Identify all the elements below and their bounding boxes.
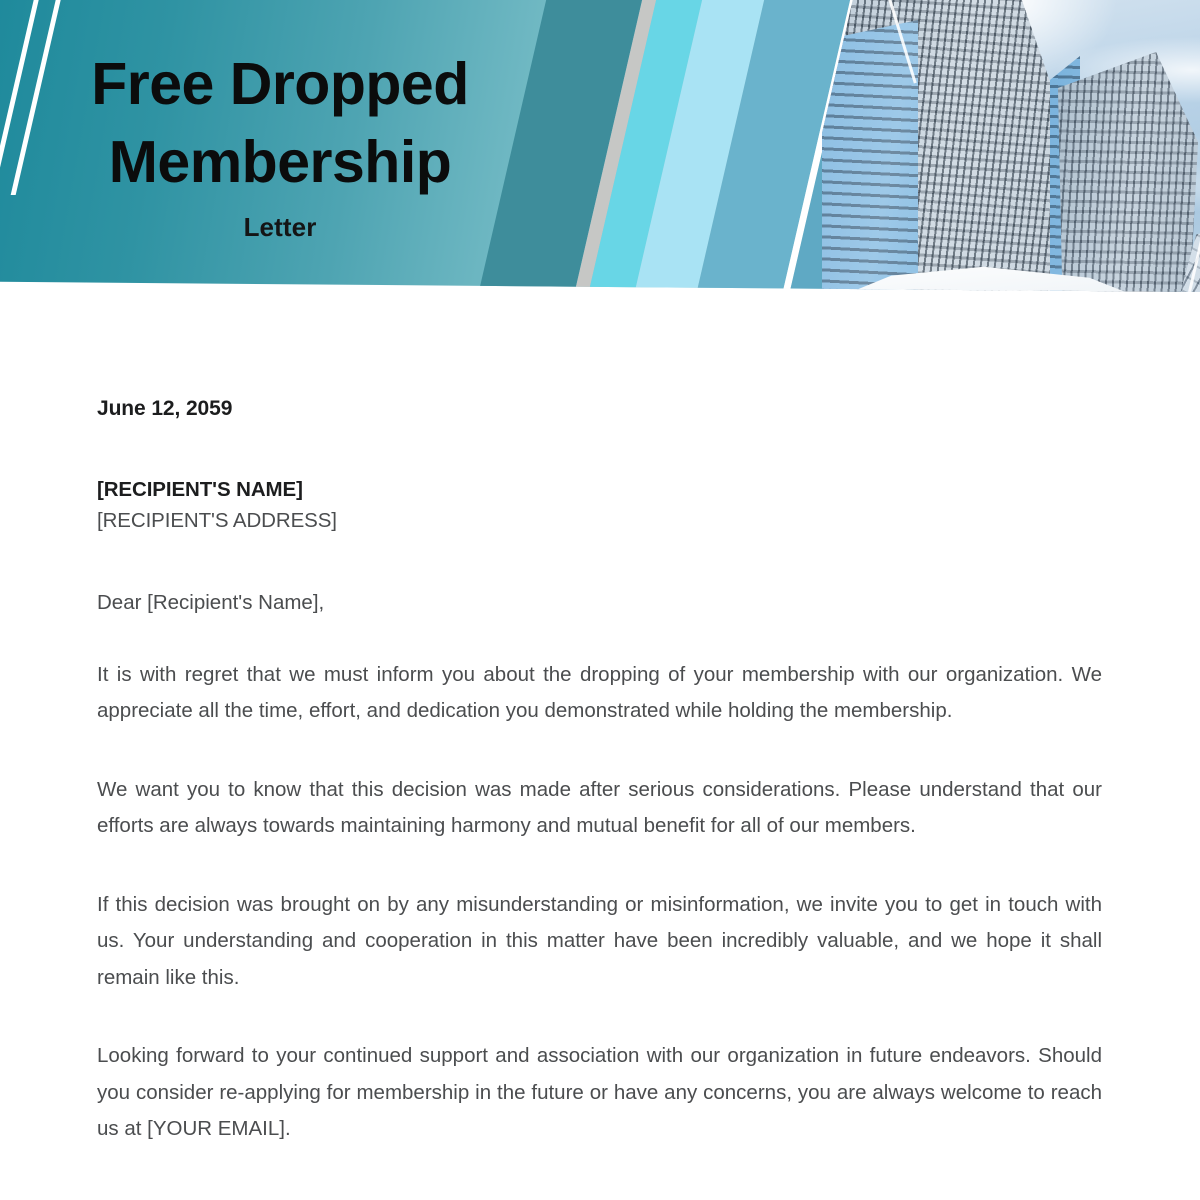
- letter-paragraph-4: Looking forward to your continued support and association with our organization in future endeavors. Should you consider re-applying for membership in the future or have any concerns, you are always welcome to reach us at [YOUR EMAIL].: [97, 1044, 1102, 1141]
- recipient-address: [RECIPIENT'S ADDRESS]: [97, 509, 337, 532]
- letter-date: June 12, 2059: [97, 397, 233, 420]
- photo-tower-secondary: [1058, 52, 1198, 292]
- letter-paragraph-1: It is with regret that we must inform you about the dropping of your membership with our organization. We appreciate all the time, effort, and dedication you demonstrated while holding the membership.: [97, 663, 1102, 723]
- document-subtitle: Letter: [243, 211, 317, 242]
- letter-content-column: [97, 292, 1102, 1148]
- photo-sky-background: [862, 0, 1200, 292]
- document-title: Free Dropped Membership: [91, 51, 469, 195]
- letter-body: [0, 292, 1200, 1148]
- letter-paragraph-3: If this decision was brought on by any misunderstanding or misinformation, we invite you to get in touch with us. Your understanding and cooperation in this matter have been incredibly valuable, and we hope it shall remain like this.: [97, 892, 1102, 989]
- recipient-block: [97, 478, 1102, 533]
- document-header-banner: [0, 0, 1200, 292]
- banner-text-block: [45, 46, 515, 243]
- letter-paragraph-2: We want you to know that this decision was made after serious considerations. Please understand that our efforts are always towards maintaining harmony and mutual benefit for all of our members.: [97, 777, 1102, 838]
- recipient-name: [RECIPIENT'S NAME]: [97, 478, 303, 501]
- letter-salutation: Dear [Recipient's Name],: [97, 591, 325, 614]
